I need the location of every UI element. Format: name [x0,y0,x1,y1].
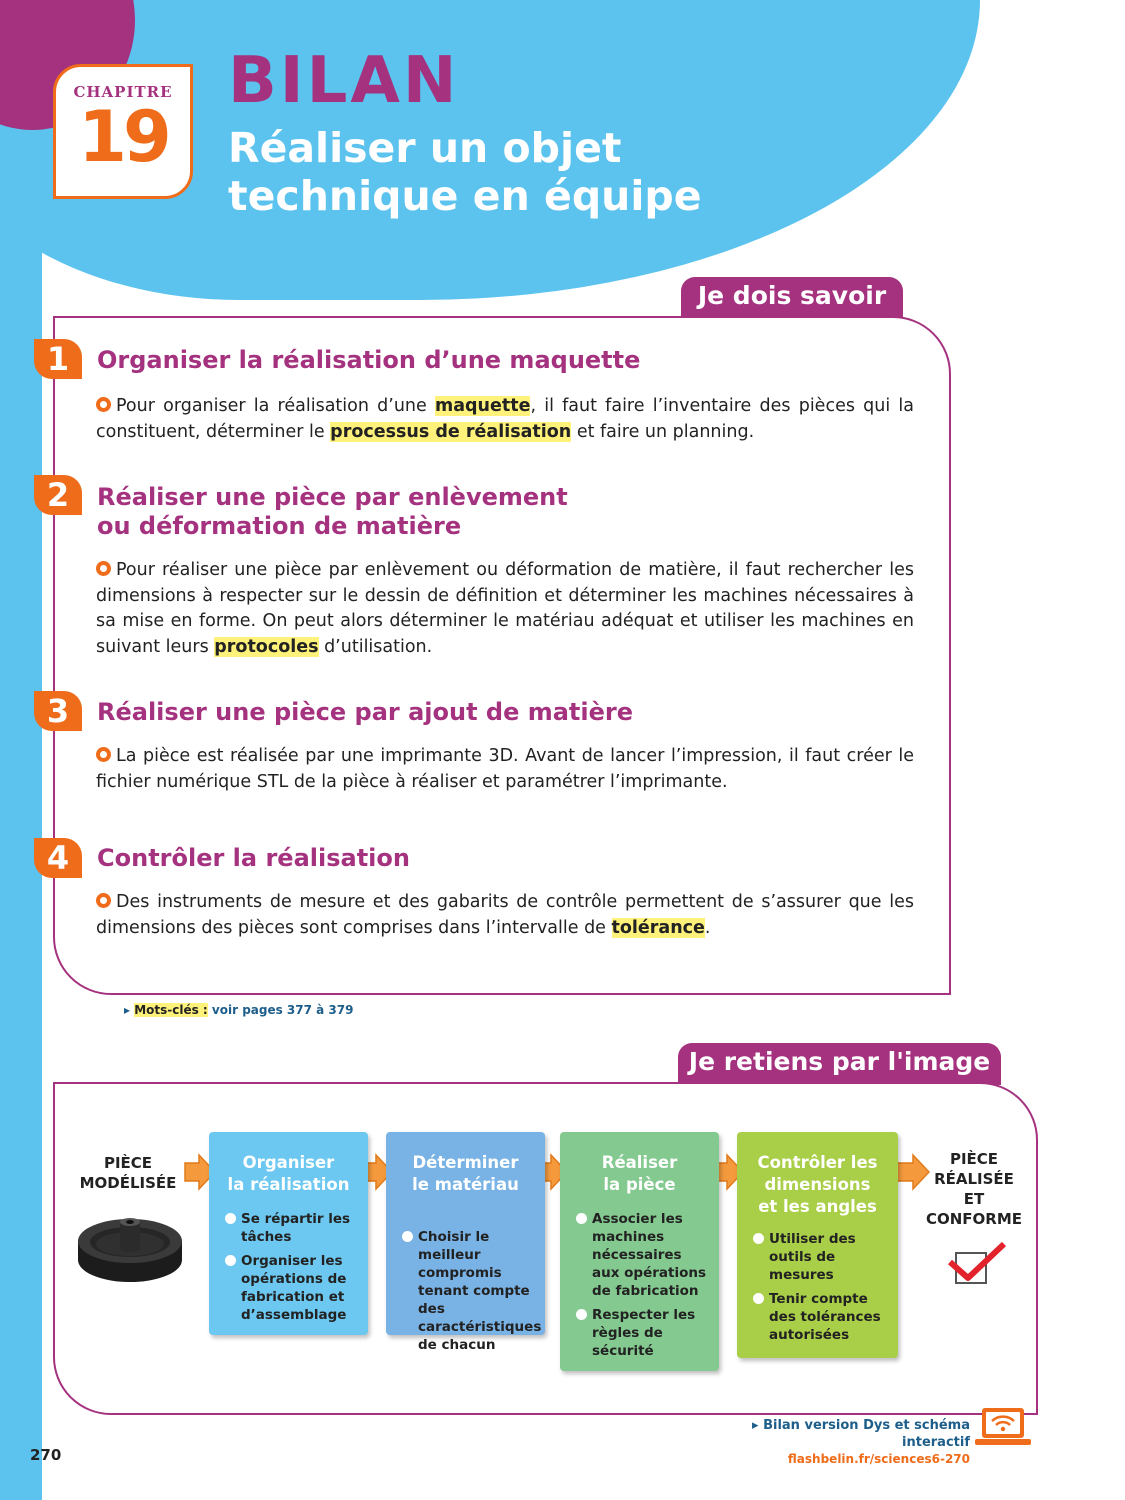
list-item: Se répartir les tâches [225,1210,360,1246]
list-item: Tenir compte des tolérances autorisées [753,1290,890,1344]
section-number-badge: 2 [34,475,82,515]
bullet-icon [96,893,111,908]
keyword-highlight: maquette [434,396,531,416]
section-title: Réaliser une pièce par ajout de matière [97,698,634,726]
section-text: La pièce est réalisée par une imprimante 3D. Avant de lancer l’impression, il faut créer le fichier numérique STL de la pièce à réaliser et paramétrer l’imprimante. [96,746,914,792]
page-number: 270 [30,1446,62,1464]
end-label: PIÈCE RÉALISÉE ET CONFORME [925,1150,1023,1228]
list-item: Organiser les opérations de fabrication et d’assemblage [225,1252,360,1324]
modeled-part-image [74,1208,186,1288]
start-label: PIÈCE MODÉLISÉE [79,1154,177,1192]
stage-controler: Contrôler les dimensions et les angles Utiliser des outils de mesures Tenir compte des tolérances autorisées [737,1132,898,1358]
section-title: Organiser la réalisation d’une maquette [97,346,641,374]
stage-determiner: Déterminer le matériau Choisir le meilleur compromis tenant compte des caractéristiques de chacun [386,1132,545,1335]
tab-je-retiens-par-image: Je retiens par l'image [678,1043,1001,1085]
laptop-wifi-icon[interactable] [975,1406,1031,1448]
bullet-icon [96,747,111,762]
keywords-reference[interactable]: ▸ Mots-clés : voir pages 377 à 379 [124,1003,354,1017]
chapter-badge [53,64,193,199]
stage-realiser: Réaliser la pièce Associer les machines nécessaires aux opérations de fabrication Respecter les règles de sécurité [560,1132,719,1371]
chapter-label: CHAPITRE [73,83,173,101]
stage-organiser: Organiser la réalisation Se répartir les tâches Organiser les opérations de fabrication et d’assemblage [209,1132,368,1335]
checkmark-icon [948,1240,1008,1288]
section-text: Pour organiser la réalisation d’une maquette, il faut faire l’inventaire des pièces qui la constituent, déterminer le processus de réalisation et faire un planning. [96,396,914,442]
list-item: Utiliser des outils de mesures [753,1230,890,1284]
chapter-number: 19 [78,96,168,178]
bullet-icon [96,561,111,576]
section-title: Réaliser une pièce par enlèvement ou déformation de matière [97,483,568,540]
bullet-icon [96,397,111,412]
list-item: Respecter les règles de sécurité [576,1306,711,1360]
tab-je-dois-savoir: Je dois savoir [681,277,903,319]
interactive-link[interactable]: ▸ Bilan version Dys et schéma interactif flashbelin.fr/sciences6-270 [752,1418,970,1466]
page-subtitle: Réaliser un objet technique en équipe [228,124,702,220]
section-text: Des instruments de mesure et des gabarits de contrôle permettent de s’assurer que les dimensions des pièces sont comprises dans l’intervalle de tolérance. [96,892,914,938]
section-number-badge: 3 [34,691,82,731]
keyword-highlight: tolérance [611,917,705,938]
section-title: Contrôler la réalisation [97,844,410,872]
page-title: BILAN [228,44,460,118]
keyword-highlight: protocoles [214,636,319,657]
keyword-highlight: processus de réalisation [330,421,572,442]
list-item: Choisir le meilleur compromis tenant compte des caractéristiques de chacun [402,1228,537,1354]
section-number-badge: 1 [34,339,82,379]
section-text: Pour réaliser une pièce par enlèvement ou déformation de matière, il faut rechercher les dimensions à respecter sur le dessin de définition et déterminer les machines nécessaires à sa mise en forme. On peut alors déterminer le matériau adéquat et utiliser les machines en suivant leurs protocoles d’utilisation. [96,560,914,657]
section-number-badge: 4 [34,838,82,878]
list-item: Associer les machines nécessaires aux opérations de fabrication [576,1210,711,1300]
